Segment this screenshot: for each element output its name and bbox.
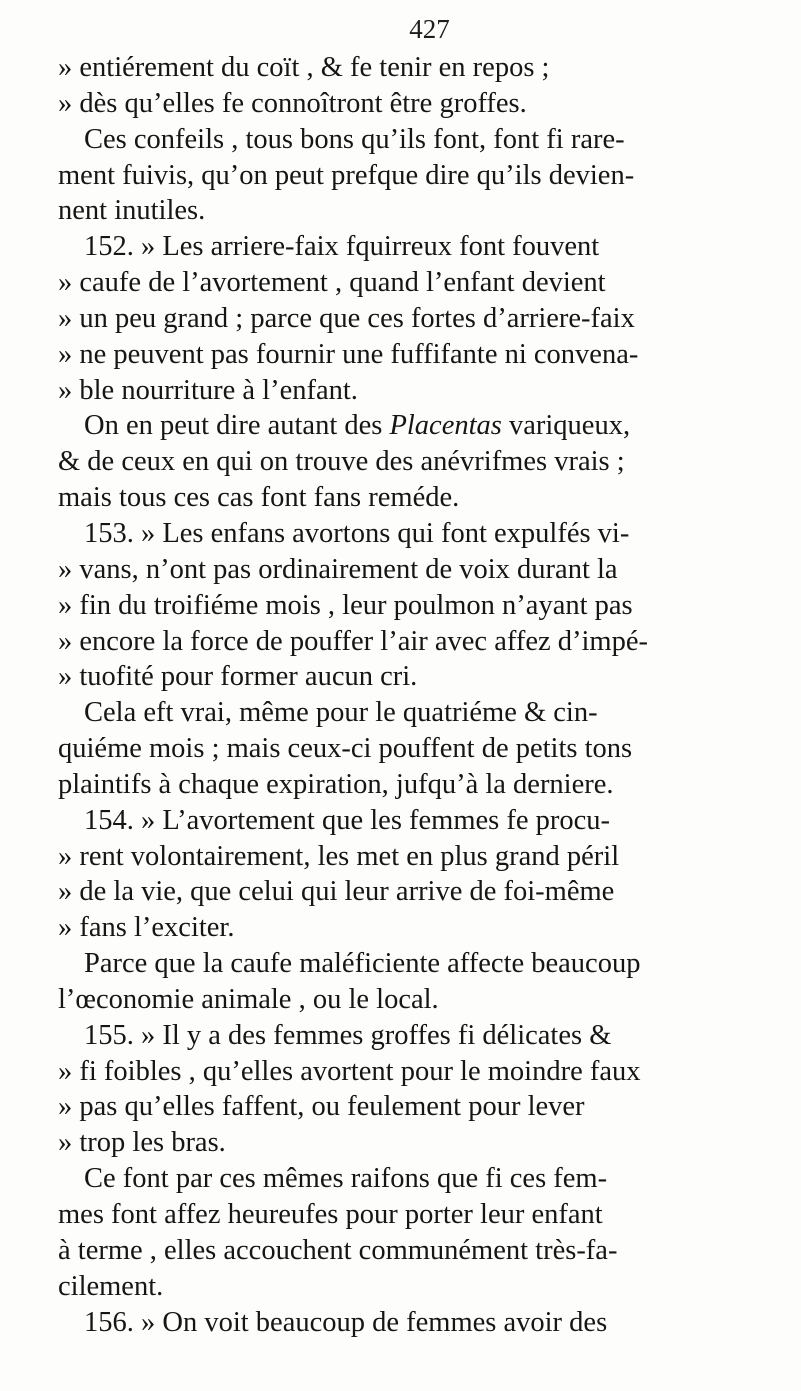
text-line: ment fuivis, qu’on peut prefque dire qu’ils devien- — [58, 159, 635, 191]
text-line: » ble nourriture à l’enfant. — [58, 374, 358, 406]
text-line: » de la vie, que celui qui leur arrive de foi-même — [58, 876, 615, 908]
text-line: à terme , elles accouchent communément très-fa- — [58, 1234, 618, 1266]
text-line: cilement. — [58, 1270, 164, 1302]
text-line: Ces confeils , tous bons qu’ils font, font fi rare- — [84, 123, 625, 155]
text-line: » un peu grand ; parce que ces fortes d’arriere-faix — [58, 302, 635, 334]
text-line — [58, 408, 770, 444]
text-line: 154. » L’avortement que les femmes fe procu- — [84, 804, 611, 836]
text-line: nent inutiles. — [58, 195, 206, 227]
text-line: & de ceux en qui on trouve des anévrifmes vrais ; — [58, 446, 625, 478]
text-line: » fi foibles , qu’elles avortent pour le moindre faux — [58, 1055, 641, 1087]
text-line: » rent volontairement, les met en plus grand péril — [58, 840, 620, 872]
text-line: » fans l’exciter. — [58, 912, 235, 944]
text-line: » ne peuvent pas fournir une fuffifante ni convena- — [58, 338, 639, 370]
text-segment: On en peut dire autant des — [84, 410, 390, 442]
text-line: » entiérement du coït , & fe tenir en repos ; — [58, 52, 550, 83]
text-line: » vans, n’ont pas ordinairement de voix durant la — [58, 553, 618, 585]
text-line: quiéme mois ; mais ceux-ci pouffent de petits tons — [58, 733, 633, 765]
text-line: » caufe de l’avortement , quand l’enfant devient — [58, 267, 606, 299]
italic-term: Placentas — [389, 410, 502, 442]
text-line: Ce font par ces mêmes raifons que fi ces fem- — [84, 1163, 608, 1195]
text-line: l’œconomie animale , ou le local. — [58, 983, 439, 1015]
text-line: 152. » Les arriere-faix fquirreux font fouvent — [84, 231, 600, 263]
text-line: 155. » Il y a des femmes groffes fi délicates & — [84, 1019, 612, 1051]
text-line: » tuofité pour former aucun cri. — [58, 661, 418, 693]
body-text — [58, 50, 770, 1340]
text-line: 156. » On voit beaucoup de femmes avoir des — [84, 1306, 608, 1338]
text-line: Parce que la caufe maléficiente affecte beaucoup — [84, 948, 641, 980]
text-line: » dès qu’elles fe connoîtront être groffes. — [58, 87, 527, 119]
page-number: 427 — [409, 14, 450, 44]
text-line: » pas qu’elles faffent, ou feulement pour lever — [58, 1091, 585, 1123]
text-line: » fin du troifiéme mois , leur poulmon n’ayant pas — [58, 589, 633, 621]
text-line: Cela eft vrai, même pour le quatriéme & cin- — [84, 697, 598, 729]
text-line: » encore la force de pouffer l’air avec affez d’impé- — [58, 625, 648, 657]
text-line: mais tous ces cas font fans reméde. — [58, 482, 460, 514]
text-line: » trop les bras. — [58, 1127, 226, 1159]
text-line: plaintifs à chaque expiration, jufqu’à la derniere. — [58, 768, 614, 800]
text-segment: variqueux, — [501, 410, 631, 442]
text-line: mes font affez heureufes pour porter leur enfant — [58, 1199, 603, 1230]
text-line: 153. » Les enfans avortons qui font expulfés vi- — [84, 517, 630, 549]
